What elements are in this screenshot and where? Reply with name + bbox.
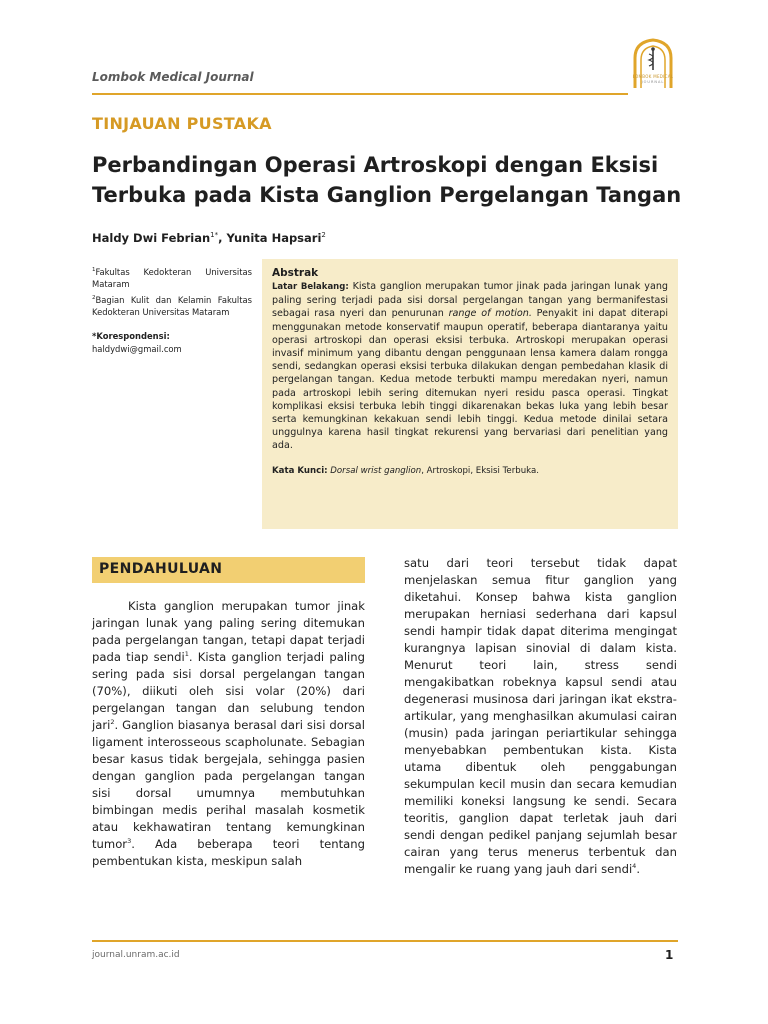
abstract-italic-term: range of motion. — [448, 308, 532, 320]
keyword-list: , Artroskopi, Eksisi Terbuka. — [421, 465, 539, 476]
body-text: . Kista ganglion terjadi paling sering pada sisi dorsal pergelangan tangan (70%), diikuti oleh sisi volar (20%) dari pergelangan tangan dan selubung tendon jari — [92, 650, 365, 732]
abstract-background-label: Latar Belakang: — [272, 282, 349, 292]
header-divider — [92, 93, 628, 95]
body-text: . Ada beberapa teori tentang pembentukan kista, meskipun salah — [92, 837, 365, 868]
citation-mark: 2 — [110, 718, 115, 727]
article-type: TINJAUAN PUSTAKA — [92, 114, 272, 133]
affiliation-mark: 2 — [92, 294, 96, 301]
author-affiliation-mark: 2 — [321, 231, 326, 240]
body-text: satu dari teori tersebut tidak dapat menjelaskan semua fitur ganglion yang diketahui. Konsep bahwa kista ganglion merupakan herniasi sederhana dari kapsul sendi hampir tidak dapat diterima mengingat kurangnya lapisan sinovial di dalam kista. Menurut teori lain, stress sendi mengakibatkan robeknya kapsul sendi atau degenerasi musinosa dari jaringan ikat ekstra-artikular, yang menghasilkan akumulasi cairan (musin) pada jaringan periartikular sehingga menyebabkan pembentukan kista. Kista utama dibentuk oleh penggabungan sekumpulan kecil musin dan secara kemudian memiliki koneksi langsung ke sendi. Secara teoritis, ganglion dapat terletak jauh dari sendi dengan pedikel panjang sejumlah besar cairan yang terus menerus terbentuk dan mengalir ke ruang yang jauh dari sendi — [404, 556, 677, 876]
abstract-box — [262, 259, 678, 529]
keywords-label: Kata Kunci: — [272, 465, 328, 476]
author-affiliation-mark: 1* — [210, 231, 219, 240]
abstract-text — [272, 280, 668, 453]
abstract-text-part: Penyakit ini dapat diterapi menggunakan metode konservatif maupun operatif, beberapa diantaranya yaitu operasi artroskopi dan operasi eksisi terbuka. Artroskopi merupakan operasi invasif minimum yang dibantu dengan penggunaan lensa kamera dalam rongga sendi, sedangkan operasi eksisi terbuka dilakukan dengan pembedahan klasik di pergelangan tangan. Kedua metode terbukti mampu meredakan nyeri, namun pada artroskopi lebih sering ditemukan nyeri residu pasca operasi. Tingkat komplikasi eksisi terbuka lebih tinggi dikarenakan bekas luka yang lebih besar serta kemungkinan kekakuan sendi lebih tinggi. Kedua metode dinilai setara unggulnya karena hasil tingkat rekurensi yang bervariasi dari penelitian yang ada. — [272, 308, 668, 452]
author-list — [92, 231, 326, 245]
body-paragraph — [92, 598, 365, 870]
body-text: . Ganglion biasanya berasal dari sisi dorsal ligament interosseous scapholunate. Sebagian besar kasus tidak bergejala, sehingga pasien dengan ganglion pada pergelangan tangan sisi dorsal umumnya membutuhkan bimbingan medis perihal masalah kosmetik atau kekhawatiran tentang kemungkinan tumor — [92, 718, 365, 851]
body-column-left — [92, 598, 365, 870]
journal-name: Lombok Medical Journal — [92, 70, 254, 84]
author-separator: , — [218, 231, 227, 245]
logo-text: LOMBOK MEDICAL — [632, 74, 674, 79]
footer-url: journal.unram.ac.id — [92, 950, 180, 960]
author-name: Yunita Hapsari — [226, 231, 322, 245]
keywords — [272, 465, 668, 477]
affiliation-mark: 1 — [92, 267, 96, 273]
author-name: Haldy Dwi Febrian — [92, 231, 211, 245]
affiliations — [92, 264, 252, 320]
logo-subtext: JOURNAL — [641, 80, 665, 84]
body-text: . — [636, 862, 640, 876]
body-text: Kista ganglion merupakan tumor jinak jaringan lunak yang paling sering ditemukan pada pergelangan tangan, tetapi dapat terjadi pada tiap sendi — [92, 599, 365, 664]
footer-divider — [92, 940, 678, 942]
citation-mark: 3 — [127, 837, 132, 846]
abstract-heading: Abstrak — [272, 267, 319, 279]
correspondence-email: haldydwi@gmail.com — [92, 344, 182, 354]
keyword-italic: Dorsal wrist ganglion — [327, 465, 422, 476]
page-number: 1 — [665, 948, 674, 962]
affiliation-text: Fakultas Kedokteran Universitas Mataram — [92, 266, 252, 289]
affiliation — [92, 292, 252, 318]
body-paragraph — [404, 555, 677, 878]
abstract-text-part: Kista ganglion merupakan tumor jinak pada jaringan lunak yang paling sering terjadi pada sisi dorsal pergelangan tangan yang bermanifestasi sebagai rasa nyeri dan penurunan — [272, 281, 668, 320]
citation-mark: 4 — [632, 862, 637, 871]
citation-mark: 1 — [184, 650, 189, 659]
article-title: Perbandingan Operasi Artroskopi dengan Eksisi Terbuka pada Kista Ganglion Pergelangan Tangan — [92, 153, 682, 207]
affiliation — [92, 264, 252, 290]
correspondence-label: *Korespondensi: — [92, 331, 170, 341]
section-heading: PENDAHULUAN — [99, 561, 223, 577]
affiliation-text: Bagian Kulit dan Kelamin Fakultas Kedokteran Universitas Mataram — [92, 294, 252, 317]
body-column-right — [404, 555, 677, 878]
